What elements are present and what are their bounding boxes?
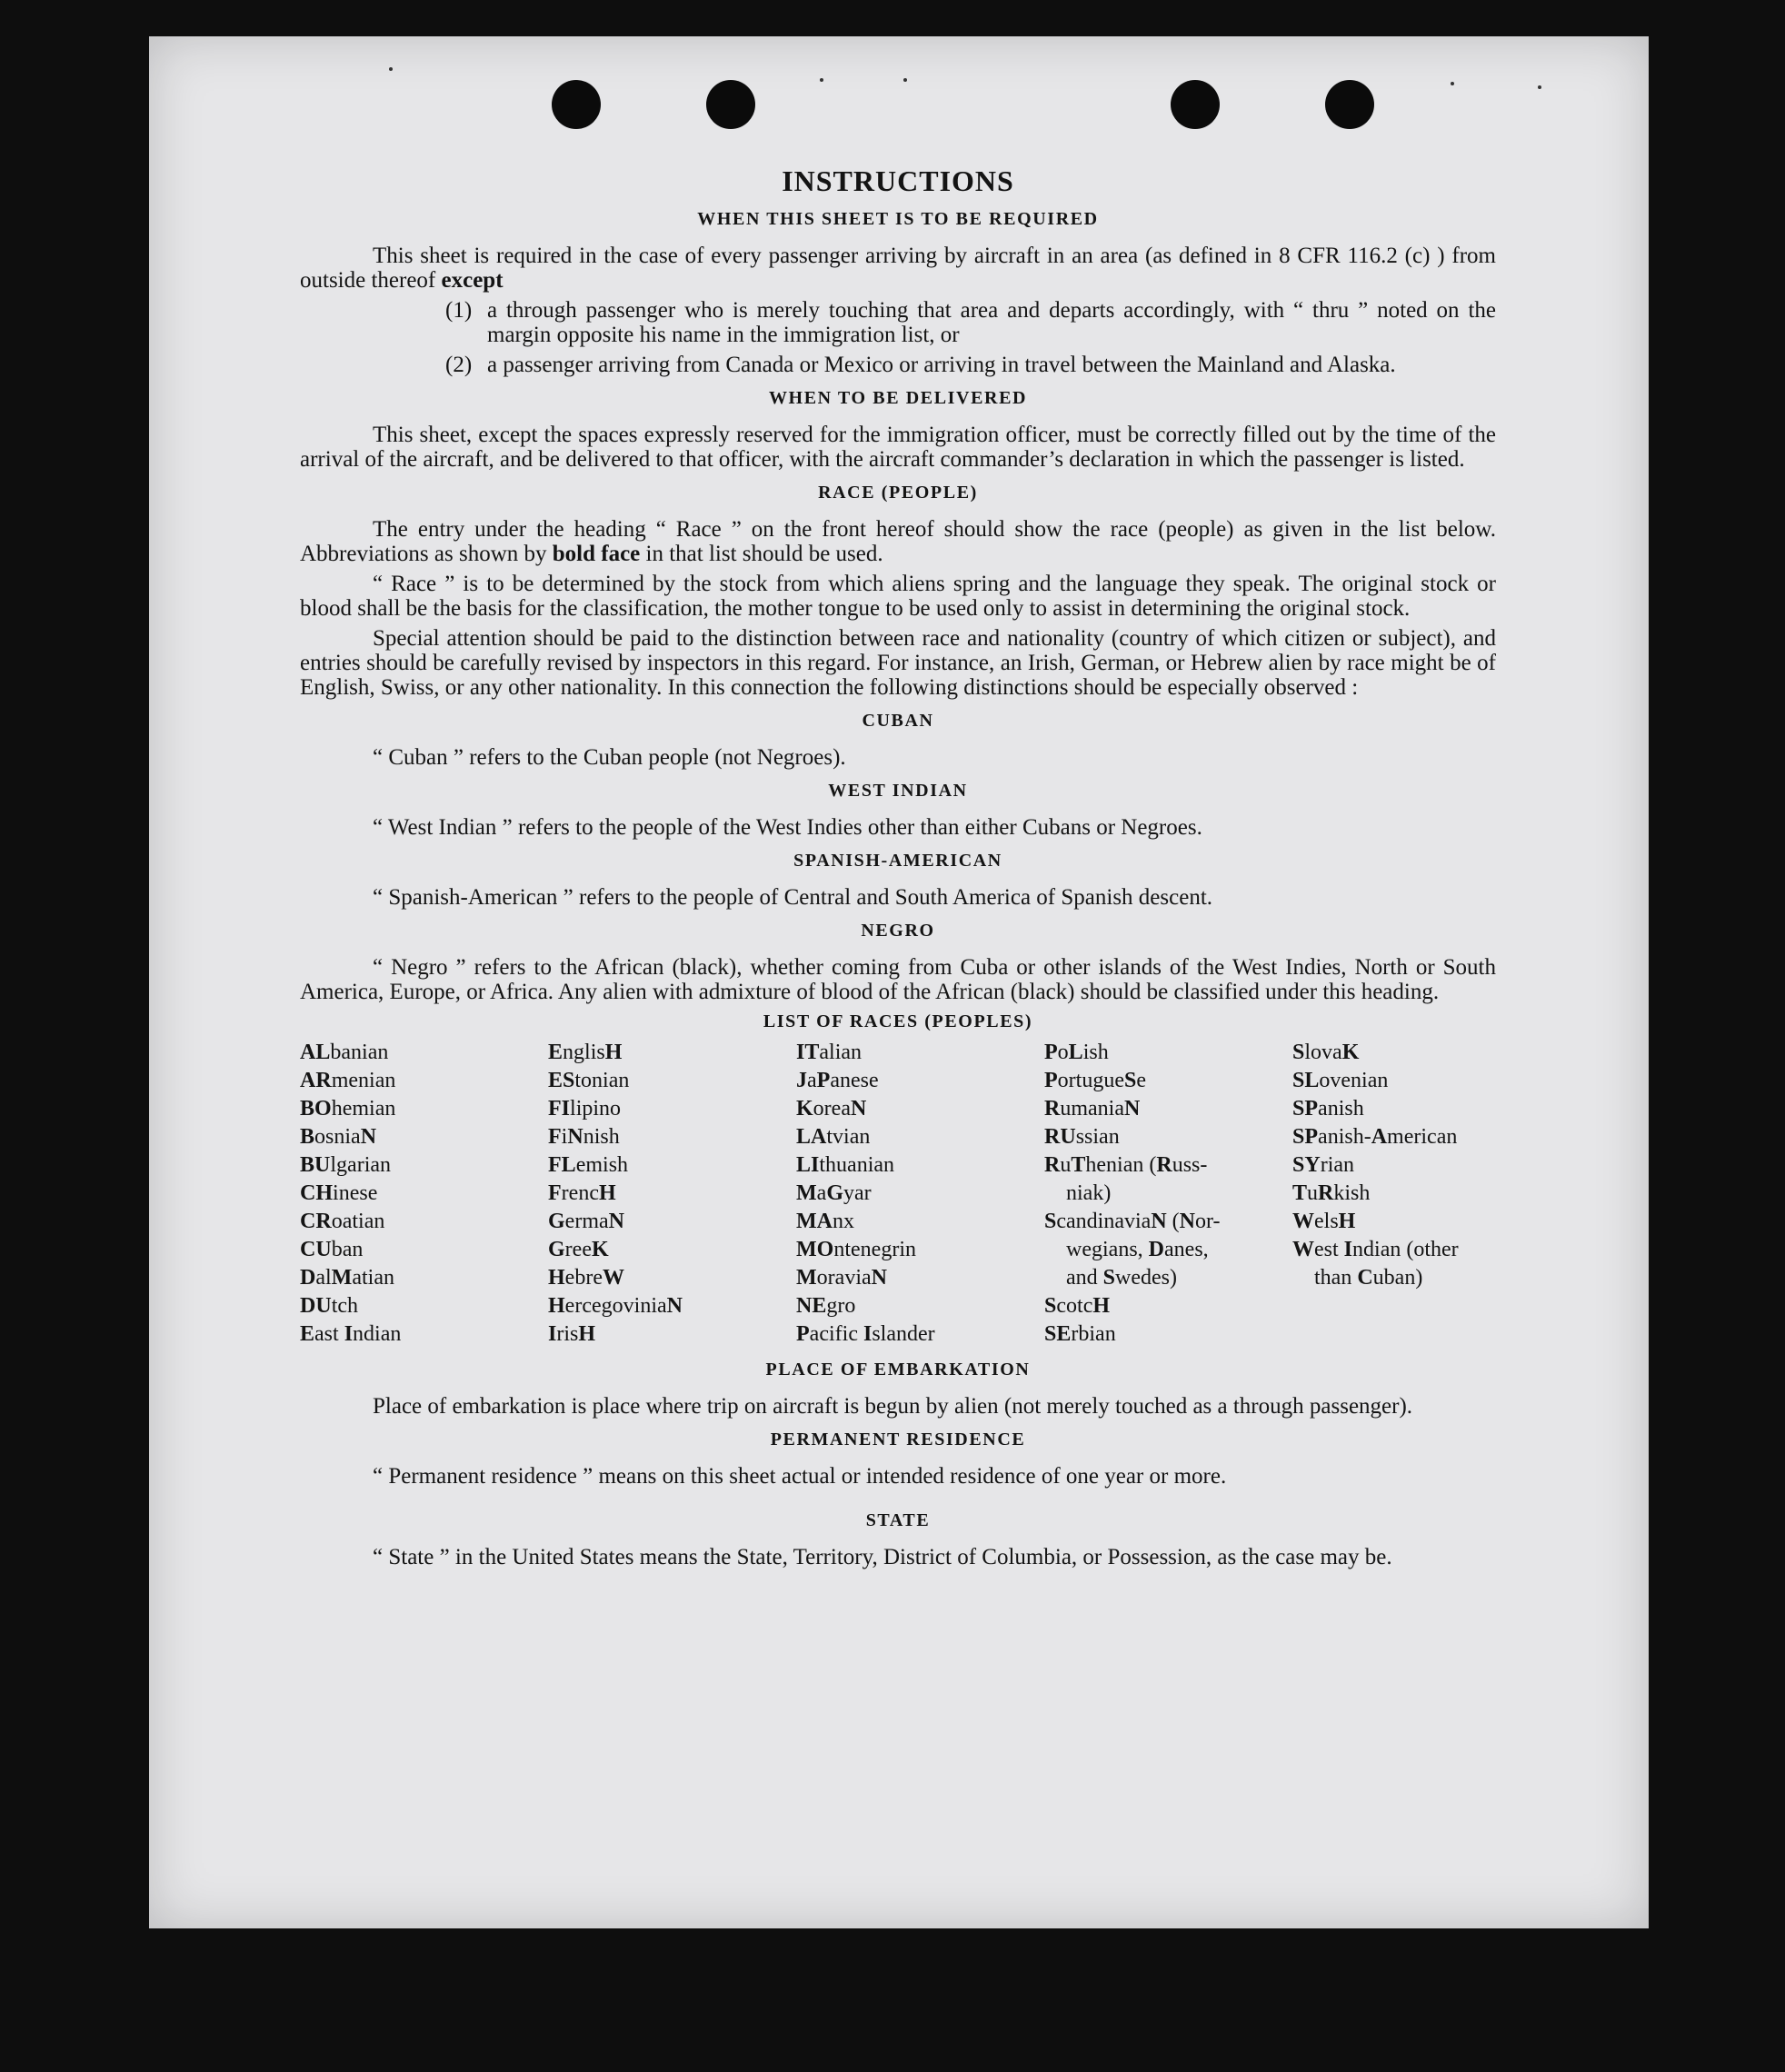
residence-text: “ Permanent residence ” means on this sheet actual or intended residence of one year or more. bbox=[373, 1464, 1227, 1489]
race-entry: West Indian (other bbox=[1292, 1238, 1459, 1261]
race-entry: FrencH bbox=[548, 1181, 616, 1205]
race-entry: ITalian bbox=[796, 1041, 863, 1064]
race-entry: FIlipino bbox=[548, 1097, 622, 1121]
race-entry-continuation: wegians, Danes, bbox=[1066, 1238, 1209, 1261]
race-entry: FLemish bbox=[548, 1153, 629, 1177]
speck bbox=[903, 78, 907, 82]
punch-hole bbox=[706, 80, 755, 129]
race-entry: JaPanese bbox=[796, 1069, 879, 1092]
heading-list-of-races: LIST OF RACES (PEOPLES) bbox=[763, 1011, 1033, 1031]
race-paragraph-1 bbox=[300, 517, 1496, 566]
race-p1-bold: bold face bbox=[552, 542, 641, 566]
race-entry: EnglisH bbox=[548, 1041, 623, 1064]
race-entry: TuRkish bbox=[1292, 1181, 1371, 1205]
races-column-5 bbox=[1292, 1039, 1496, 1349]
punch-hole bbox=[552, 80, 601, 129]
race-entry: Pacific Islander bbox=[796, 1322, 935, 1346]
race-entry: EStonian bbox=[548, 1069, 630, 1092]
race-entry: MoraviaN bbox=[796, 1266, 887, 1290]
races-column-4 bbox=[1044, 1039, 1292, 1349]
exception-item-number: (2) bbox=[445, 353, 473, 377]
race-entry: DalMatian bbox=[300, 1266, 394, 1290]
heading-spanish-american: SPANISH-AMERICAN bbox=[793, 851, 1002, 871]
race-entry: BOhemian bbox=[300, 1097, 396, 1121]
race-entry: SlovaK bbox=[1292, 1041, 1360, 1064]
speck bbox=[820, 78, 823, 82]
exception-item-2 bbox=[445, 353, 1496, 377]
race-entry: East Indian bbox=[300, 1322, 402, 1346]
west-indian-text: “ West Indian ” refers to the people of the West Indies other than either Cubans or Negroes. bbox=[373, 815, 1202, 840]
race-entry: SPanish-American bbox=[1292, 1125, 1458, 1149]
race-entry: MOntenegrin bbox=[796, 1238, 916, 1261]
race-entry: BosniaN bbox=[300, 1125, 377, 1149]
race-entry: ScandinaviaN (Nor- bbox=[1044, 1210, 1221, 1233]
exception-item-1 bbox=[445, 298, 1496, 347]
race-entry-continuation: niak) bbox=[1066, 1181, 1112, 1205]
race-entry: GermaN bbox=[548, 1210, 624, 1233]
spanish-american-text: “ Spanish-American ” refers to the people of Central and South America of Spanish descent. bbox=[373, 885, 1213, 910]
race-p1-end: in that list should be used. bbox=[640, 542, 883, 566]
heading-residence: PERMANENT RESIDENCE bbox=[770, 1429, 1026, 1449]
race-entry: SErbian bbox=[1044, 1322, 1116, 1346]
races-column-3 bbox=[796, 1039, 1044, 1349]
race-entry: ScotcH bbox=[1044, 1294, 1111, 1318]
heading-cuban: CUBAN bbox=[862, 711, 934, 731]
when-required-intro-text: This sheet is required in the case of every passenger arriving by aircraft in an area (as defined in 8 CFR 116.2 (c) ) from outside thereof bbox=[300, 244, 1496, 293]
race-entry: CHinese bbox=[300, 1181, 378, 1205]
heading-west-indian: WEST INDIAN bbox=[828, 781, 968, 801]
speck bbox=[389, 67, 393, 71]
exception-item-number: (1) bbox=[445, 298, 473, 323]
race-entry-continuation: than Cuban) bbox=[1314, 1266, 1423, 1290]
document-sheet bbox=[149, 36, 1649, 1928]
instructions-content bbox=[300, 164, 1496, 1575]
race-entry: MaGyar bbox=[796, 1181, 872, 1205]
race-entry: PortugueSe bbox=[1044, 1069, 1147, 1092]
race-entry: BUlgarian bbox=[300, 1153, 392, 1177]
punch-hole bbox=[1325, 80, 1374, 129]
race-entry: IrisH bbox=[548, 1322, 596, 1346]
exception-item-text: a through passenger who is merely touching that area and departs accordingly, with “ thru ” noted on the margin opposite his name in the immigration list, or bbox=[487, 298, 1496, 347]
race-entry: SPanish bbox=[1292, 1097, 1364, 1121]
race-entry: PoLish bbox=[1044, 1041, 1109, 1064]
race-entry: RuThenian (Russ- bbox=[1044, 1153, 1208, 1177]
race-entry: KoreaN bbox=[796, 1097, 867, 1121]
except-word: except bbox=[441, 268, 504, 293]
race-entry: FiNnish bbox=[548, 1125, 620, 1149]
embarkation-text: Place of embarkation is place where trip on aircraft is begun by alien (not merely touched as a through passenger). bbox=[373, 1394, 1413, 1419]
races-column-1 bbox=[300, 1039, 548, 1349]
race-entry: NEgro bbox=[796, 1294, 856, 1318]
exception-item-text: a passenger arriving from Canada or Mexico or arriving in travel between the Mainland and Alaska. bbox=[487, 353, 1396, 377]
when-required-intro bbox=[300, 244, 1496, 293]
race-entry: RumaniaN bbox=[1044, 1097, 1141, 1121]
heading-embarkation: PLACE OF EMBARKATION bbox=[765, 1360, 1031, 1380]
when-delivered-text: This sheet, except the spaces expressly reserved for the immigration officer, must be correctly filled out by the time of the arrival of the aircraft, and be delivered to that officer, with the aircraft commander’s declaration in which the passenger is listed. bbox=[300, 423, 1496, 472]
race-paragraph-3: Special attention should be paid to the distinction between race and nationality (country of which citizen or subject), and entries should be carefully revised by inspectors in this regard. For instance, an Irish, German, or Hebrew alien by race might be of English, Swiss, or any other nationality. In this connection the following distinctions should be especially observed : bbox=[300, 626, 1496, 700]
race-entry: MAnx bbox=[796, 1210, 854, 1233]
race-entry: ALbanian bbox=[300, 1041, 389, 1064]
race-entry: HebreW bbox=[548, 1266, 624, 1290]
state-text: “ State ” in the United States means the State, Territory, District of Columbia, or Possession, as the case may be. bbox=[373, 1545, 1392, 1569]
punch-hole bbox=[1171, 80, 1220, 129]
speck bbox=[1451, 82, 1454, 85]
race-entry: CUban bbox=[300, 1238, 364, 1261]
heading-when-delivered: WHEN TO BE DELIVERED bbox=[768, 388, 1028, 408]
race-entry: RUssian bbox=[1044, 1125, 1120, 1149]
races-column-2 bbox=[548, 1039, 796, 1349]
race-entry: GreeK bbox=[548, 1238, 609, 1261]
cuban-text: “ Cuban ” refers to the Cuban people (not Negroes). bbox=[373, 745, 846, 770]
heading-negro: NEGRO bbox=[861, 921, 935, 941]
race-entry: CRoatian bbox=[300, 1210, 385, 1233]
race-entry: ARmenian bbox=[300, 1069, 396, 1092]
race-paragraph-2: “ Race ” is to be determined by the stock from which aliens spring and the language they speak. The original stock or blood shall be the basis for the classification, the mother tongue to be used only to assist in determining the original stock. bbox=[300, 572, 1496, 621]
negro-text: “ Negro ” refers to the African (black), whether coming from Cuba or other islands of the West Indies, North or South America, Europe, or Africa. Any alien with admixture of blood of the African (black) should be classified under this heading. bbox=[300, 955, 1496, 1004]
race-entry-continuation: and Swedes) bbox=[1066, 1266, 1178, 1290]
race-entry: LAtvian bbox=[796, 1125, 871, 1149]
race-entry: HercegoviniaN bbox=[548, 1294, 683, 1318]
page-title: INSTRUCTIONS bbox=[782, 164, 1014, 197]
race-p1-start: The entry under the heading “ Race ” on the front hereof should show the race (people) as given in the list below. Abbreviations as shown by bbox=[300, 517, 1496, 566]
races-list bbox=[300, 1039, 1496, 1349]
heading-race: RACE (PEOPLE) bbox=[818, 483, 978, 503]
race-entry: DUtch bbox=[300, 1294, 359, 1318]
race-entry: SYrian bbox=[1292, 1153, 1355, 1177]
race-entry: LIthuanian bbox=[796, 1153, 895, 1177]
heading-when-required: WHEN THIS SHEET IS TO BE REQUIRED bbox=[697, 209, 1099, 229]
race-entry: WelsH bbox=[1292, 1210, 1356, 1233]
heading-state: STATE bbox=[865, 1510, 931, 1530]
speck bbox=[1538, 85, 1541, 89]
race-entry: SLovenian bbox=[1292, 1069, 1389, 1092]
